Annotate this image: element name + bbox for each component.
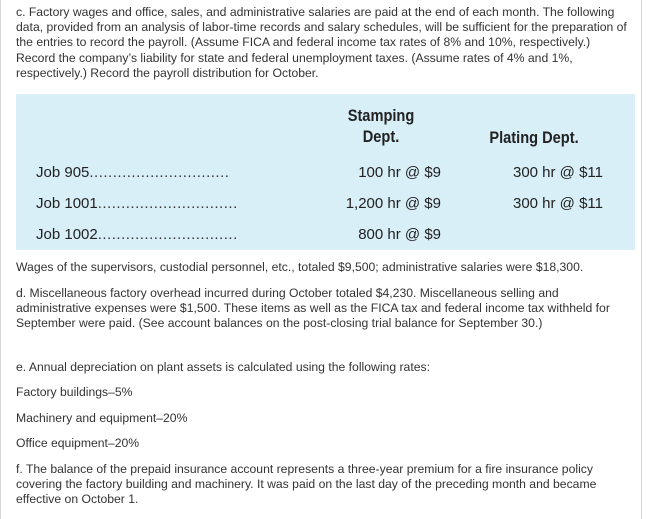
header-plating-dept: Plating Dept. <box>489 128 579 147</box>
stamping-1002: 800 hr @ $9 <box>358 226 441 243</box>
header-stamping-dept <box>325 105 437 147</box>
plating-1001: 300 hr @ $11 <box>512 195 603 212</box>
rate-machinery: Machinery and equipment–20% <box>16 411 188 425</box>
job-label-1001: Job 1001.............................. <box>36 195 238 212</box>
leader-dots: .............................. <box>89 164 230 181</box>
paragraph-d: d. Miscellaneous factory overhead incurred during October totaled $4,230. Miscellaneous selling and administrative expenses were $1,500. These items as well as the FICA tax and federal income tax withheld for September were paid. (See account balances on the post-closing trial balance for September 30.) <box>16 286 610 331</box>
header-stamping-line1: Stamping <box>347 106 415 125</box>
paragraph-e: e. Annual depreciation on plant assets is calculated using the following rates: <box>16 360 430 374</box>
stamping-1001: 1,200 hr @ $9 <box>345 195 441 212</box>
leader-dots: .............................. <box>97 195 238 212</box>
rate-factory-buildings: Factory buildings–5% <box>16 385 133 399</box>
job-label-905: Job 905.............................. <box>36 164 230 181</box>
header-stamping-line2: Dept. <box>362 127 400 146</box>
plating-905: 300 hr @ $11 <box>512 164 603 181</box>
paragraph-f: f. The balance of the prepaid insurance account represents a three-year premium for a fire insurance policy covering the factory building and machinery. It was paid on the last day of the preceding month and became effective on October 1. <box>16 462 597 507</box>
stamping-905: 100 hr @ $9 <box>358 164 441 181</box>
rate-office-equipment: Office equipment–20% <box>16 436 140 450</box>
paragraph-c: c. Factory wages and office, sales, and administrative salaries are paid at the end of each month. The following data, provided from an analysis of labor-time records and salary schedules, will be sufficient for the preparation of the entries to record the payroll. (Assume FICA and federal income tax rates of 8% and 10%, respectively.) Record the company’s liability for state and federal unemployment taxes. (Assume rates of 4% and 1%, respectively.) Record the payroll distribution for October. <box>16 5 627 80</box>
paragraph-wages: Wages of the supervisors, custodial personnel, etc., totaled $9,500; administrative salaries were $18,300. <box>16 260 584 274</box>
job-label-1002: Job 1002.............................. <box>36 226 238 243</box>
leader-dots: .............................. <box>97 226 238 243</box>
labor-hours-table <box>16 94 635 250</box>
